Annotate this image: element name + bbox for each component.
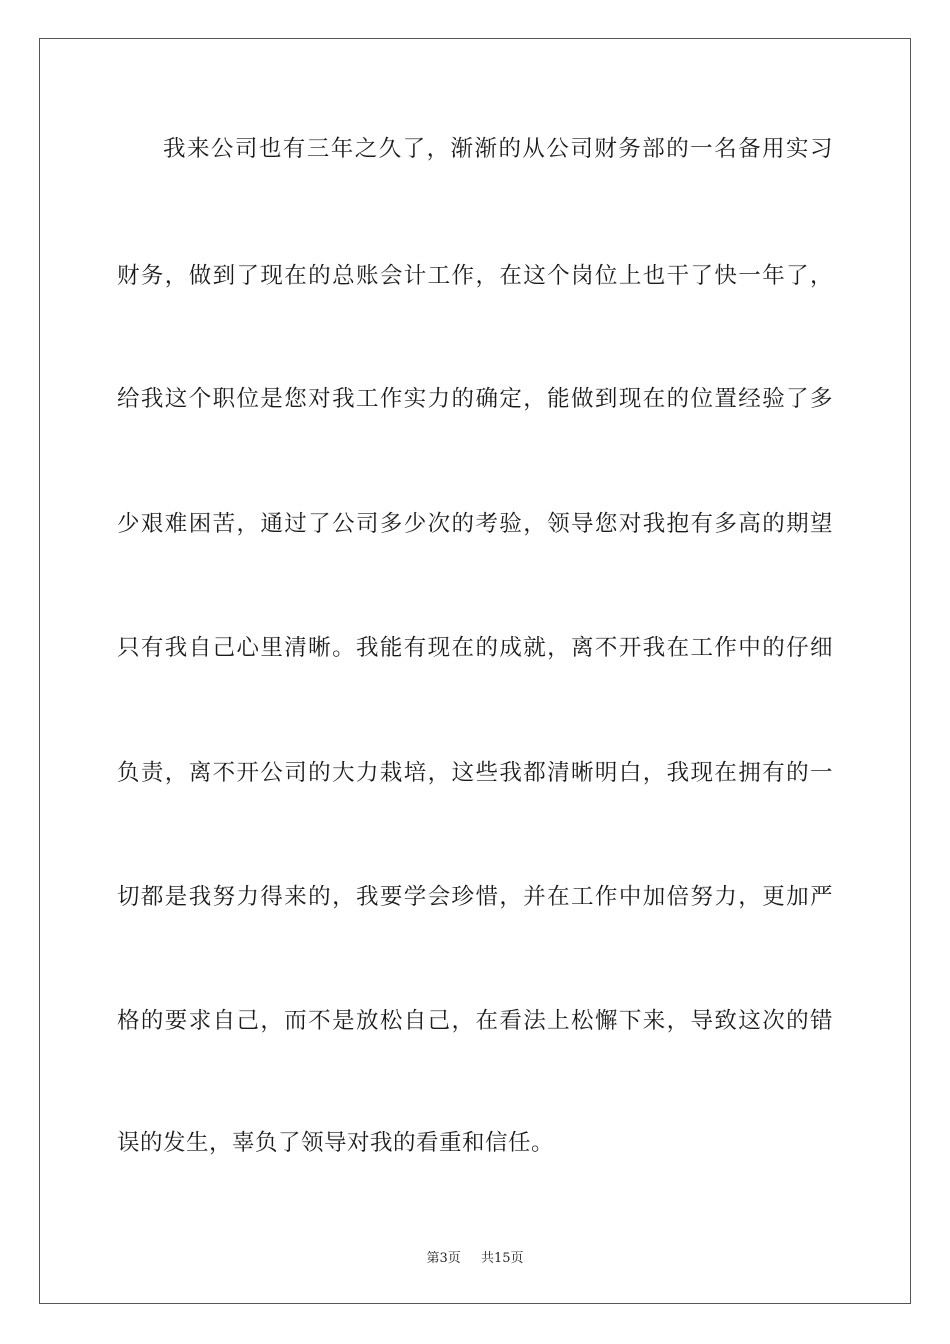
- page-total: 共15页: [480, 1251, 524, 1266]
- paragraph-line-3: 给我这个职位是您对我工作实力的确定，能做到现在的位置经验了多: [117, 386, 833, 412]
- paragraph-line-7: 切都是我努力得来的，我要学会珍惜，并在工作中加倍努力，更加严: [117, 884, 833, 910]
- paragraph-line-2: 财务，做到了现在的总账会计工作，在这个岗位上也干了快一年了，: [117, 263, 833, 289]
- paragraph-line-1: 我来公司也有三年之久了，渐渐的从公司财务部的一名备用实习: [163, 136, 833, 162]
- paragraph-line-4: 少艰难困苦，通过了公司多少次的考验，领导您对我抱有多高的期望: [117, 511, 833, 537]
- page-footer: [0, 1247, 950, 1266]
- paragraph-line-6: 负责，离不开公司的大力栽培，这些我都清晰明白，我现在拥有的一: [117, 760, 833, 786]
- page-border: [39, 38, 911, 1304]
- page-number: 第3页: [426, 1251, 461, 1266]
- paragraph-line-5: 只有我自己心里清晰。我能有现在的成就，离不开我在工作中的仔细: [117, 635, 833, 661]
- paragraph-line-8: 格的要求自己，而不是放松自己，在看法上松懈下来，导致这次的错: [117, 1008, 833, 1034]
- paragraph-line-9: 误的发生，辜负了领导对我的看重和信任。: [117, 1130, 555, 1156]
